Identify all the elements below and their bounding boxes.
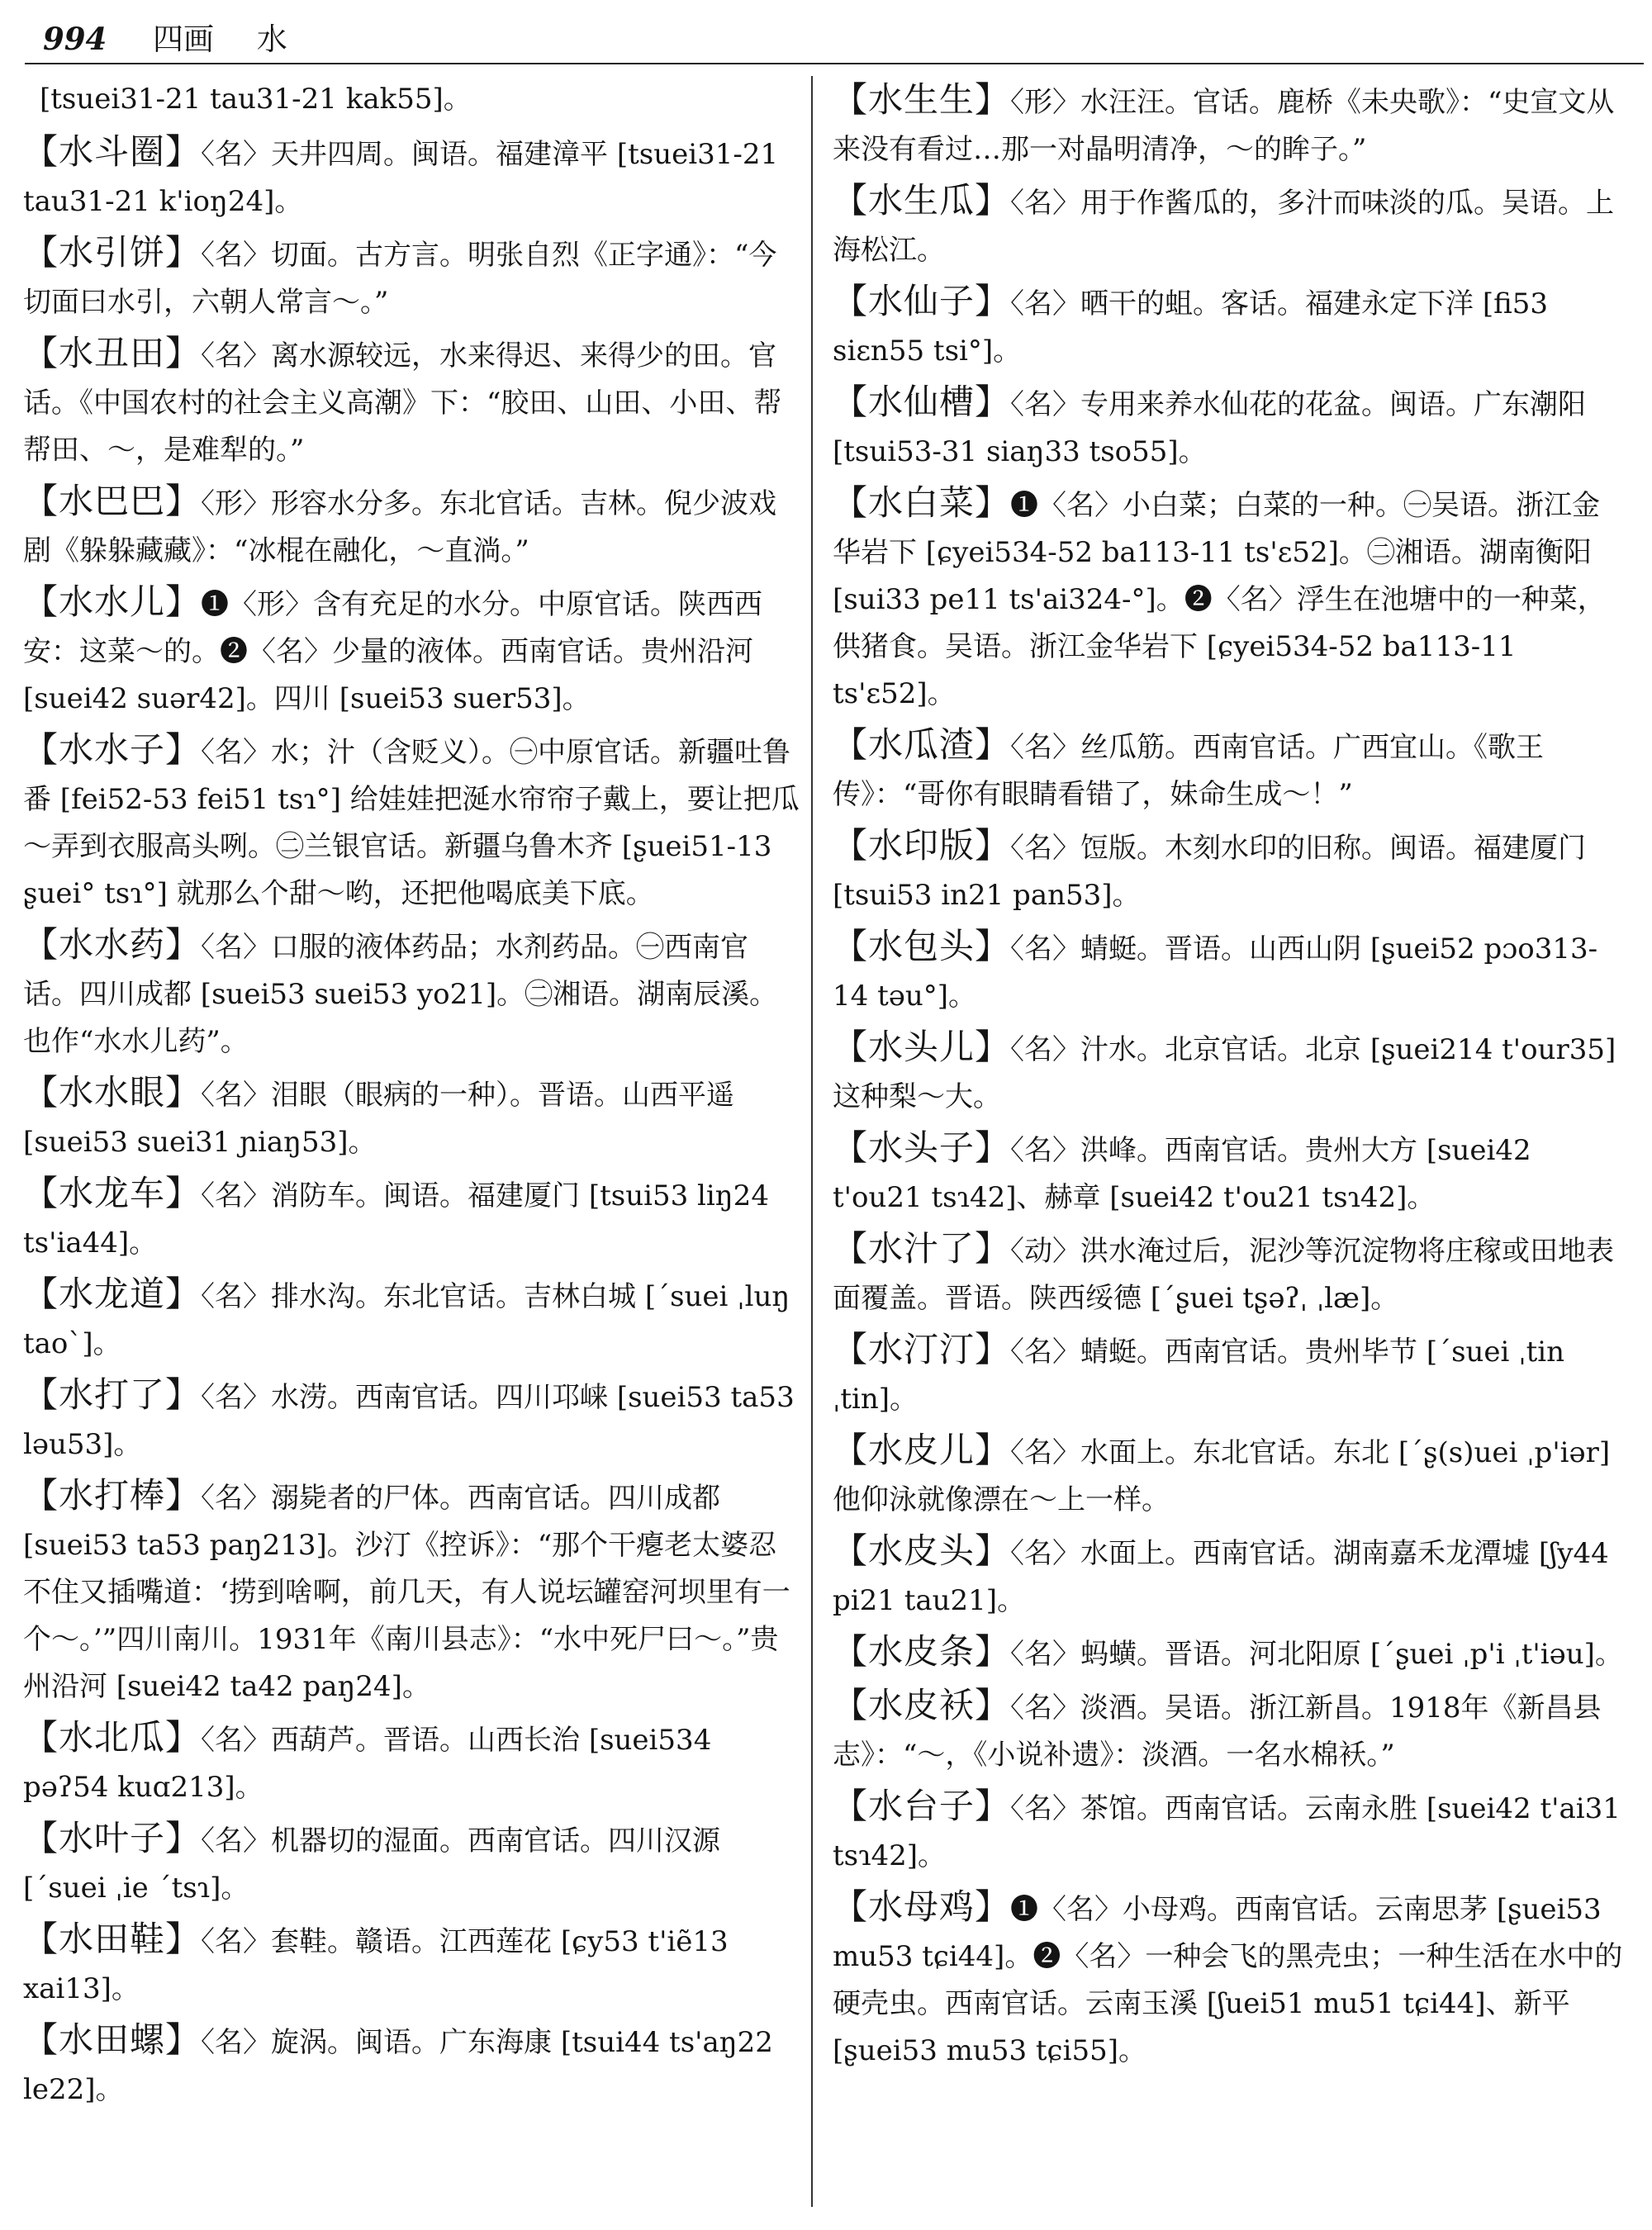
entry-headword: 【水母鸡】 (833, 1886, 1011, 1927)
entry-headword: 【水打了】 (23, 1374, 202, 1415)
entry-headword: 【水头子】 (833, 1127, 1011, 1168)
entry-definition: 〈动〉洪水淹过后，泥沙等沉淀物将庄稼或田地表面覆盖。晋语。陕西绥德 [ˊʂuei tʂəʔˌ ˌlæ]。 (833, 1235, 1615, 1315)
page-header (25, 15, 1644, 64)
entry-definition: 〈名〉机器切的湿面。西南官话。四川汉源 [ˊsuei ˌie ˊtsɿ]。 (23, 1824, 721, 1905)
dictionary-entry (833, 923, 1626, 1020)
entry-definition: 〈名〉切面。古方言。明张自烈《正字通》：“今切面曰水引，六朝人常言～。” (23, 239, 777, 319)
entry-headword: 【水生瓜】 (833, 180, 1011, 221)
dictionary-entry (833, 1426, 1626, 1524)
dictionary-entry (23, 1270, 800, 1368)
dictionary-entry (23, 1915, 800, 2013)
entry-definition: 〈名〉晒干的蛆。客话。福建永定下洋 [fi53 siɛn55 tsi°]。 (833, 287, 1549, 368)
column-divider (811, 76, 813, 2207)
entry-headword: 【水龙车】 (23, 1173, 202, 1213)
entry-definition: ❶〈形〉含有充足的水分。中原官话。陕西西安：这菜～的。❷〈名〉少量的液体。西南官话。贵州沿河 [suei42 suər42]。四川 [suei53 suer53]。 (23, 588, 763, 715)
entry-headword: 【水叶子】 (23, 1818, 202, 1858)
dictionary-entry (833, 1124, 1626, 1222)
dictionary-entry (23, 1371, 800, 1468)
entry-headword: 【水仙槽】 (833, 382, 1011, 422)
entry-definition: 〈名〉水面上。东北官话。东北 [ˊʂ(s)uei ˌp'iər] 他仰泳就像漂在～上一样。 (833, 1436, 1611, 1516)
entry-definition: ❶〈名〉小白菜；白菜的一种。㊀吴语。浙江金华岩下 [ɕyei534-52 ba113-11 ts'ɛ52]。㊁湘语。湖南衡阳 [sui33 pe11 ts'ai324-°]。❷〈名〉浮生在池塘中的一种菜，供猪食。吴语。浙江金华岩下 [ɕyei534-52 ba113-11 ts'ɛ52]。 (833, 489, 1606, 710)
entry-definition: 〈名〉排水沟。东北官话。吉林白城 [ˊsuei ˌluŋ taoˋ]。 (23, 1280, 790, 1360)
dictionary-entry (23, 1714, 800, 1811)
entry-headword: 【水打棒】 (23, 1475, 202, 1516)
entry-headword: 【水田鞋】 (23, 1919, 202, 1959)
entry-headword: 【水龙道】 (23, 1274, 202, 1314)
entry-definition: ❶〈名〉小母鸡。西南官话。云南思茅 [ʂuei53 mu53 tɕi44]。❷〈名〉一种会飞的黑壳虫；一种生活在水中的硬壳虫。西南官话。云南玉溪 [ʃuei51 mu51 tɕi44]、新平 [ʂuei53 mu53 tɕi55]。 (833, 1893, 1623, 2067)
dictionary-entry (833, 721, 1626, 818)
entry-definition: 〈名〉套鞋。赣语。江西莲花 [ɕy53 t'iẽ13 xai13]。 (23, 1925, 729, 2005)
continuation-text: [tsuei31-21 tau31-21 kak55]。 (40, 83, 472, 116)
dictionary-entry (23, 2016, 800, 2114)
dictionary-entry (833, 177, 1626, 274)
entry-definition: 〈名〉茶馆。西南官话。云南永胜 [suei42 t'ai31 tsɿ42]。 (833, 1792, 1621, 1872)
dictionary-entry (833, 76, 1626, 173)
entry-headword: 【水白菜】 (833, 482, 1011, 523)
dictionary-entry (833, 378, 1626, 476)
dictionary-entry (833, 1682, 1626, 1779)
dictionary-entry (833, 1023, 1626, 1121)
dictionary-entry (833, 1628, 1626, 1678)
entry-definition: 〈名〉专用来养水仙花的花盆。闽语。广东潮阳 [tsui53-31 siaŋ33 tso55]。 (833, 388, 1587, 468)
dictionary-entry (833, 1883, 1626, 2075)
entry-headword: 【水汁了】 (833, 1228, 1011, 1269)
entry-definition: 〈名〉用于作酱瓜的，多汁而味淡的瓜。吴语。上海松江。 (833, 187, 1615, 267)
entry-definition: 〈名〉水涝。西南官话。四川邛崃 [suei53 ta53 ləu53]。 (23, 1381, 795, 1461)
entry-headword: 【水水药】 (23, 924, 202, 965)
entry-headword: 【水包头】 (833, 926, 1011, 966)
entry-definition: 〈名〉水；汁（含贬义）。㊀中原官话。新疆吐鲁番 [fei52-53 fei51 tsɿ°] 给娃娃把涎水帘帘子戴上，要让把瓜～弄到衣服高头咧。㊁兰银官话。新疆乌鲁木齐 [ʂuei51-13 ʂuei° tsɿ°] 就那么个甜～哟，还把他喝底美下底。 (23, 736, 800, 910)
entry-headword: 【水生生】 (833, 79, 1011, 120)
entry-definition: 〈名〉洪峰。西南官话。贵州大方 [suei42 t'ou21 tsɿ42]、赫章 [suei42 t'ou21 tsɿ42]。 (833, 1134, 1531, 1214)
dictionary-entry (833, 479, 1626, 718)
entry-definition: 〈形〉水汪汪。官话。鹿桥《未央歌》：“史宣文从来没有看过…那一对晶明清净，～的眸子。” (833, 86, 1615, 166)
entry-definition: 〈名〉水面上。西南官话。湖南嘉禾龙潭墟 [ʃy44 pi21 tau21]。 (833, 1537, 1609, 1617)
dictionary-entry (833, 1225, 1626, 1322)
entry-headword: 【水水眼】 (23, 1072, 202, 1113)
entry-headword: 【水台子】 (833, 1786, 1011, 1826)
dictionary-entry (23, 330, 800, 474)
dictionary-entry (833, 278, 1626, 375)
entry-headword: 【水印版】 (833, 825, 1011, 866)
entry-headword: 【水斗圈】 (23, 131, 202, 172)
dictionary-entry (23, 128, 800, 225)
dictionary-entry (833, 1527, 1626, 1625)
entry-definition: 〈名〉饾版。木刻水印的旧称。闽语。福建厦门 [tsui53 in21 pan53]。 (833, 832, 1587, 912)
entry-definition: 〈形〉形容水分多。东北官话。吉林。倪少波戏剧《躲躲藏藏》：“冰棍在融化，～直淌。” (23, 487, 777, 567)
entry-definition: 〈名〉西葫芦。晋语。山西长治 [suei534 pəʔ54 kuɑ213]。 (23, 1724, 712, 1804)
entry-definition: 〈名〉蚂蟥。晋语。河北阳原 [ˊʂuei ˌp'i ˌt'iəu]。 (1010, 1638, 1623, 1671)
entry-definition: 〈名〉旋涡。闽语。广东海康 [tsui44 ts'aŋ22 le22]。 (23, 2026, 773, 2106)
entry-headword: 【水水儿】 (23, 581, 202, 622)
entry-headword: 【水田螺】 (23, 2019, 202, 2060)
dictionary-entry (833, 822, 1626, 919)
entry-definition: 〈名〉蜻蜓。西南官话。贵州毕节 [ˊsuei ˌtin ˌtin]。 (833, 1336, 1565, 1416)
dictionary-entry (23, 477, 800, 575)
dictionary-entry (833, 1326, 1626, 1423)
radical-title: 水 (256, 21, 287, 57)
dictionary-entry (23, 726, 800, 918)
entry-headword: 【水头儿】 (833, 1027, 1011, 1067)
dictionary-entry (833, 1782, 1626, 1880)
right-column (833, 76, 1626, 2215)
entry-headword: 【水北瓜】 (23, 1717, 202, 1758)
dictionary-entry (23, 1170, 800, 1267)
entry-definition: 〈名〉离水源较远，水来得迟、来得少的田。官话。《中国农村的社会主义高潮》下：“胶田、山田、小田、帮帮田、～，是难犁的。” (23, 339, 782, 467)
entry-headword: 【水皮儿】 (833, 1430, 1011, 1470)
entry-headword: 【水丑田】 (23, 333, 202, 373)
entry-definition: 〈名〉淡酒。吴语。浙江新昌。1918年《新昌县志》：“～，《小说补遗》：淡酒。一名水棉袄。” (833, 1691, 1602, 1772)
entry-headword: 【水皮袄】 (833, 1685, 1011, 1725)
dictionary-entry (23, 578, 800, 723)
entry-definition: 〈名〉丝瓜筋。西南官话。广西宜山。《歌王传》：“哥你有眼睛看错了，妹命生成～！” (833, 731, 1545, 811)
entry-definition: 〈名〉蜻蜓。晋语。山西山阴 [ʂuei52 pɔo313-14 təu°]。 (833, 932, 1598, 1013)
entry-definition: 〈名〉口服的液体药品；水剂药品。㊀西南官话。四川成都 [suei53 suei53 yo21]。㊁湘语。湖南辰溪。也作“水水儿药”。 (23, 931, 778, 1058)
dictionary-entry (23, 1069, 800, 1166)
entry-headword: 【水仙子】 (833, 281, 1011, 321)
entry-definition: 〈名〉溺毙者的尸体。西南官话。四川成都 [suei53 ta53 paŋ213]。沙汀《控诉》：“那个干瘪老太婆忍不住又插嘴道：‘捞到啥啊，前几天，有人说坛罐窑河坝里有一个～。’”四川南川。1931年《南川县志》：“水中死尸曰～。”贵州沿河 [suei42 ta42 paŋ24]。 (23, 1482, 790, 1703)
entry-headword: 【水巴巴】 (23, 481, 202, 521)
left-column (23, 76, 800, 2215)
entry-headword: 【水瓜渣】 (833, 724, 1011, 765)
entry-headword: 【水水子】 (23, 729, 202, 770)
entry-definition: 〈名〉汁水。北京官话。北京 [ʂuei214 t'our35] 这种梨～大。 (833, 1033, 1616, 1113)
entry-definition: 〈名〉消防车。闽语。福建厦门 [tsui53 liŋ24 ts'ia44]。 (23, 1179, 769, 1260)
entry-headword: 【水皮条】 (833, 1631, 1011, 1672)
dictionary-entry (23, 1472, 800, 1710)
entry-definition: 〈名〉泪眼（眼病的一种）。晋语。山西平遥 [suei53 suei31 ɲiaŋ53]。 (23, 1079, 735, 1159)
entry-headword: 【水皮头】 (833, 1530, 1011, 1571)
dictionary-entry (23, 921, 800, 1065)
dictionary-entry (23, 1815, 800, 1912)
entry-headword: 【水引饼】 (23, 232, 202, 273)
section-title: 四画 (153, 21, 214, 57)
page-number: 994 (43, 21, 107, 57)
dictionary-entry (23, 229, 800, 326)
entry-definition: 〈名〉天井四周。闽语。福建漳平 [tsuei31-21 tau31-21 k'ioŋ24]。 (23, 138, 779, 218)
entry-headword: 【水汀汀】 (833, 1329, 1011, 1369)
